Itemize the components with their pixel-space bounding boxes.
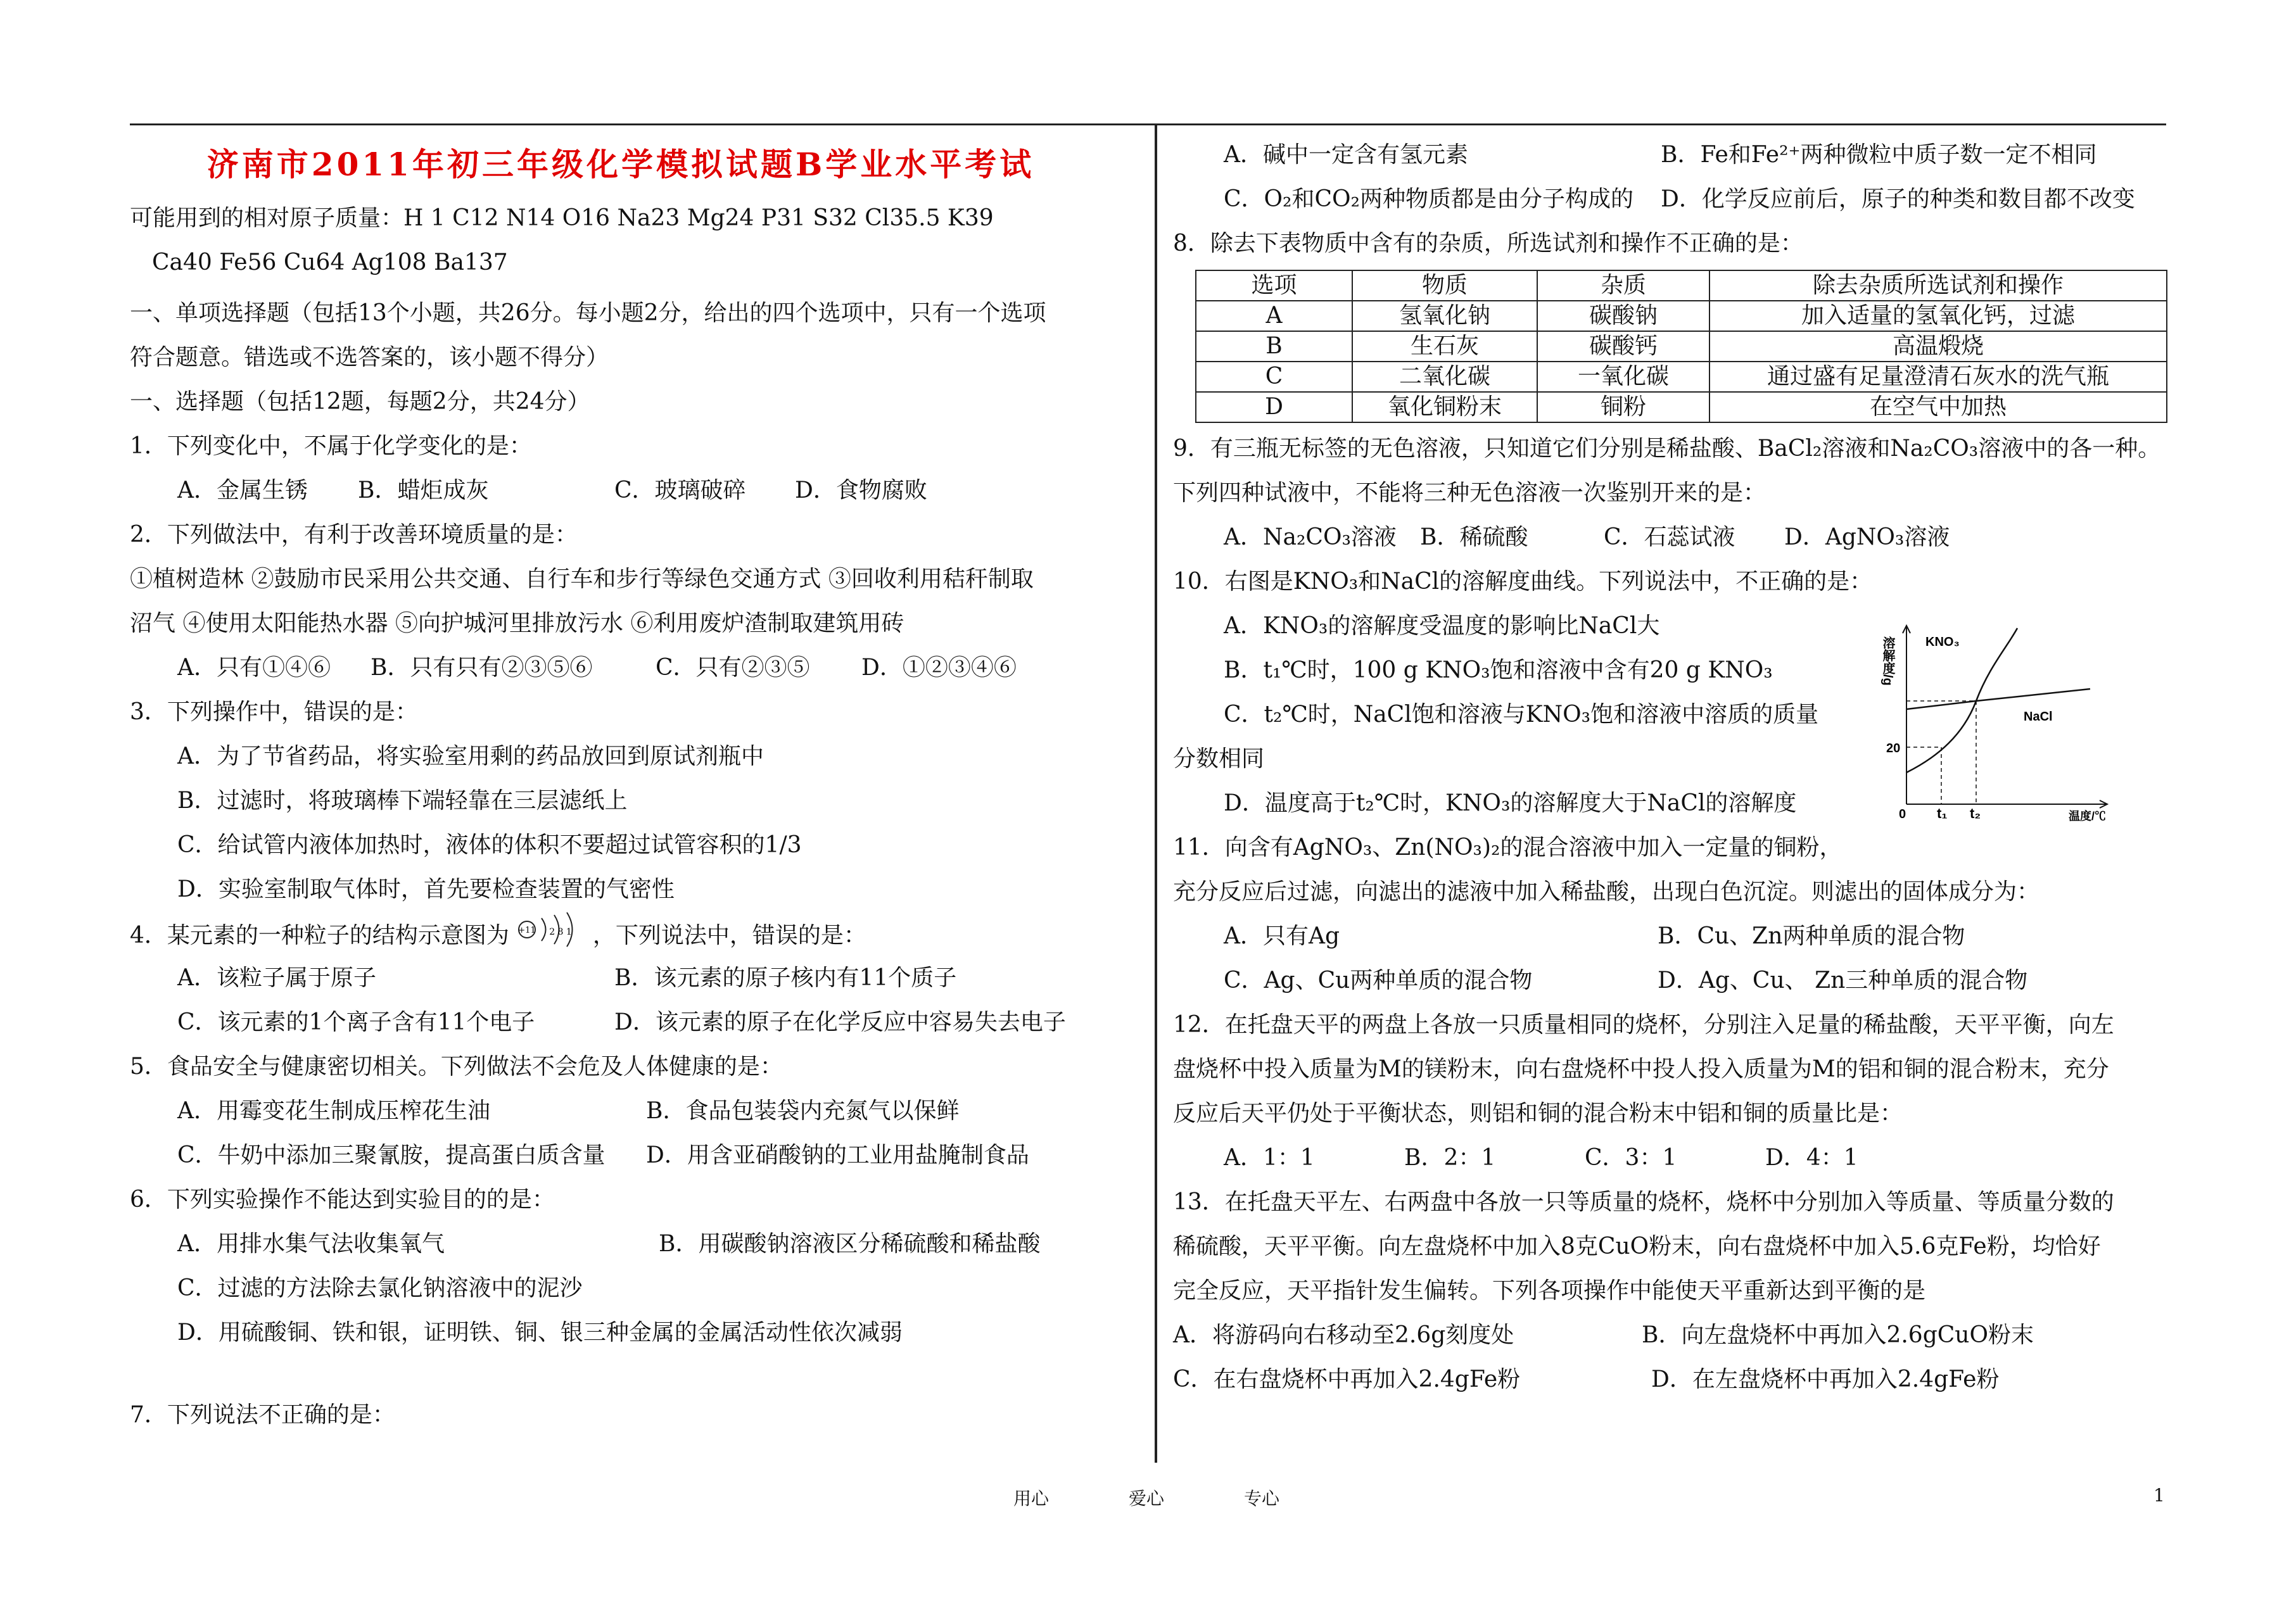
question-5-options	[130, 1133, 1143, 1178]
option-d: D．实验室制取气体时，首先要检查装置的气密性	[177, 876, 675, 902]
option-b: B．只有只有②③⑤⑥	[371, 655, 593, 681]
table-cell: 二氧化碳	[1352, 362, 1537, 392]
question-2-text: 沼气 ④使用太阳能热水器 ⑤向护城河里排放污水 ⑥利用废炉渣制取建筑用砖	[130, 610, 904, 636]
table-cell: B	[1196, 331, 1352, 362]
atomic-mass-line: Ca40 Fe56 Cu64 Ag108 Ba137	[152, 249, 508, 275]
option-d: D．Ag、Cu、 Zn三种单质的混合物	[1658, 968, 2028, 993]
question-1-stem: 1．下列变化中，不属于化学变化的是：	[130, 433, 532, 459]
section-heading: 一、选择题（包括12题，每题2分，共24分）	[130, 389, 590, 415]
question-1-options	[130, 469, 1143, 513]
exam-title: 济南市2011年初三年级化学模拟试题B学业水平考试	[206, 146, 1035, 183]
question-2-stem: 2．下列做法中，有利于改善环境质量的是：	[130, 522, 578, 548]
table-cell: 碳酸钠	[1537, 301, 1709, 331]
y-axis-label: 溶解度/g	[1881, 636, 1894, 686]
option-b: B．该元素的原子核内有11个质子	[614, 965, 957, 991]
option-a: A．只有①④⑥	[177, 655, 331, 681]
question-4-stem	[130, 912, 1143, 956]
option-a: A．KNO₃的溶解度受温度的影响比NaCl大	[1224, 613, 1660, 639]
table-header-cell: 杂质	[1537, 270, 1709, 301]
option-c: C．只有②③⑤	[656, 655, 810, 681]
origin-label: 0	[1899, 807, 1906, 821]
question-12-stem: 反应后天平仍处于平衡状态，则铝和铜的混合粉末中铝和铜的质量比是：	[1173, 1101, 1903, 1126]
left-column	[130, 133, 1143, 1437]
option-d: D．化学反应前后，原子的种类和数目都不改变	[1661, 186, 2135, 212]
page-number: 1	[2153, 1485, 2165, 1506]
question-7-options	[1173, 177, 2174, 222]
option-a: A．该粒子属于原子	[177, 965, 376, 991]
question-6-stem: 6．下列实验操作不能达到实验目的的是：	[130, 1187, 555, 1213]
option-d: D．用硫酸铜、铁和银，证明铁、铜、银三种金属的金属活动性依次减弱	[177, 1320, 903, 1346]
curve-nacl	[1906, 689, 2090, 709]
option-b: B．食品包装袋内充氮气以保鲜	[646, 1098, 960, 1124]
option-b: B．2：1	[1404, 1145, 1496, 1171]
option-c: C．O₂和CO₂两种物质都是由分子构成的	[1224, 186, 1633, 212]
option-d: D．用含亚硝酸钠的工业用盐腌制食品	[646, 1142, 1029, 1168]
table-cell: 铜粉	[1537, 392, 1709, 422]
atom-structure-diagram	[513, 912, 589, 962]
solubility-chart	[1881, 621, 2115, 823]
question-5-options	[130, 1089, 1143, 1133]
question-11-stem: 充分反应后过滤，向滤出的滤液中加入稀盐酸，出现白色沉淀。则滤出的固体成分为：	[1173, 879, 2040, 905]
table-header-row	[1196, 270, 2167, 301]
option-b: B．稀硫酸	[1420, 524, 1528, 550]
question-4-stem-post: ，下列说法中，错误的是：	[592, 923, 866, 949]
option-c: C．过滤的方法除去氯化钠溶液中的泥沙	[177, 1275, 583, 1301]
option-d: D．温度高于t₂℃时，KNO₃的溶解度大于NaCl的溶解度	[1224, 790, 1797, 816]
question-4-options	[130, 1000, 1143, 1045]
question-12-stem: 12．在托盘天平的两盘上各放一只质量相同的烧杯，分别注入足量的稀盐酸，天平平衡，向左	[1173, 1012, 2114, 1038]
question-12-options	[1173, 1136, 2174, 1180]
x-axis-label: 温度/℃	[2068, 810, 2106, 823]
nucleus-charge: +11	[518, 926, 536, 935]
x-tick-t2: t₂	[1970, 805, 1981, 821]
option-b: B．蜡炬成灰	[358, 477, 489, 503]
curve-kno3	[1906, 628, 2017, 773]
table-header-cell: 除去杂质所选试剂和操作	[1709, 270, 2167, 301]
question-13-stem: 13．在托盘天平左、右两盘中各放一只等质量的烧杯，烧杯中分别加入等质量、等质量分数的	[1173, 1189, 2114, 1215]
option-d: D．食物腐败	[795, 477, 927, 503]
electron-shells: 2 8 1	[549, 927, 572, 937]
option-c: C．在右盘烧杯中再加入2.4gFe粉	[1173, 1366, 1521, 1392]
question-8-stem: 8．除去下表物质中含有的杂质，所选试剂和操作不正确的是：	[1173, 230, 1803, 256]
question-11-options	[1173, 914, 2174, 959]
question-11-stem: 11．向含有AgNO₃、Zn(NO₃)₂的混合溶液中加入一定量的铜粉，	[1173, 835, 1843, 861]
option-c: C．给试管内液体加热时，液体的体积不要超过试管容积的1/3	[177, 832, 802, 858]
table-row	[1196, 392, 2167, 422]
footer-word: 爱心	[1128, 1488, 1164, 1509]
option-d: D．AgNO₃溶液	[1784, 524, 1950, 550]
question-13-options	[1173, 1358, 2174, 1402]
option-d: D．4：1	[1765, 1145, 1858, 1171]
option-a: A．只有Ag	[1224, 923, 1340, 949]
option-c: C．Ag、Cu两种单质的混合物	[1224, 968, 1533, 993]
table-cell: 氢氧化钠	[1352, 301, 1537, 331]
question-2-options	[130, 646, 1143, 690]
option-c: C．3：1	[1585, 1145, 1677, 1171]
question-13-stem: 完全反应，天平指针发生偏转。下列各项操作中能使天平重新达到平衡的是	[1173, 1278, 1926, 1304]
table-cell: 碳酸钙	[1537, 331, 1709, 362]
option-a: A．用霉变花生制成压榨花生油	[177, 1098, 490, 1124]
column-divider	[1155, 125, 1157, 1463]
table-cell: 加入适量的氢氧化钙，过滤	[1709, 301, 2167, 331]
table-row	[1196, 362, 2167, 392]
question-4-options	[130, 956, 1143, 1000]
option-b: B．Fe和Fe²⁺两种微粒中质子数一定不相同	[1661, 142, 2097, 168]
option-c: C．牛奶中添加三聚氰胺，提高蛋白质含量	[177, 1142, 606, 1168]
y-tick-20: 20	[1886, 741, 1901, 755]
table-row	[1196, 331, 2167, 362]
table-cell: 一氧化碳	[1537, 362, 1709, 392]
question-4-stem-pre: 4．某元素的一种粒子的结构示意图为	[130, 923, 509, 949]
footer-word: 用心	[1013, 1488, 1050, 1509]
option-b: B．Cu、Zn两种单质的混合物	[1658, 923, 1965, 949]
legend-kno3: KNO₃	[1925, 635, 1960, 649]
top-rule	[130, 123, 2166, 125]
option-a: A．碱中一定含有氢元素	[1224, 142, 1468, 168]
option-c: C．t₂℃时，NaCl饱和溶液与KNO₃饱和溶液中溶质的质量	[1224, 702, 1819, 728]
x-tick-t1: t₁	[1937, 805, 1948, 821]
option-b: B．t₁℃时，100 g KNO₃饱和溶液中含有20 g KNO₃	[1224, 657, 1773, 683]
impurity-table	[1195, 270, 2167, 423]
option-b: B．向左盘烧杯中再加入2.6gCuO粉末	[1642, 1322, 2034, 1348]
question-2-text: ①植树造林 ②鼓励市民采用公共交通、自行车和步行等绿色交通方式 ③回收利用秸秆制取	[130, 566, 1034, 592]
option-c: C．该元素的1个离子含有11个电子	[177, 1009, 535, 1035]
question-13-options	[1173, 1313, 2174, 1358]
question-13-stem: 稀硫酸，天平平衡。向左盘烧杯中加入8克CuO粉末，向右盘烧杯中加入5.6克Fe粉，均恰好	[1173, 1233, 2101, 1259]
question-10-stem: 10．右图是KNO₃和NaCl的溶解度曲线。下列说法中，不正确的是：	[1173, 569, 1873, 595]
question-7-stem: 7．下列说法不正确的是：	[130, 1402, 395, 1428]
option-a: A．金属生锈	[177, 477, 308, 503]
question-9-stem: 9．有三瓶无标签的无色溶液，只知道它们分别是稀盐酸、BaCl₂溶液和Na₂CO₃溶液中的各一种。	[1173, 436, 2161, 462]
question-3-stem: 3．下列操作中，错误的是：	[130, 699, 418, 725]
option-a: A．用排水集气法收集氧气	[177, 1231, 445, 1257]
option-a: A．为了节省药品，将实验室用剩的药品放回到原试剂瓶中	[177, 743, 764, 769]
option-b: B．用碳酸钠溶液区分稀硫酸和稀盐酸	[659, 1231, 1041, 1257]
option-d: D．该元素的原子在化学反应中容易失去电子	[614, 1009, 1066, 1035]
table-cell: C	[1196, 362, 1352, 392]
legend-nacl: NaCl	[2024, 710, 2053, 724]
option-c: C．玻璃破碎	[614, 477, 746, 503]
question-11-options	[1173, 959, 2174, 1003]
table-cell: 氧化铜粉末	[1352, 392, 1537, 422]
option-a: A．Na₂CO₃溶液	[1224, 524, 1397, 550]
table-cell: 生石灰	[1352, 331, 1537, 362]
option-b: B．过滤时，将玻璃棒下端轻靠在三层滤纸上	[177, 788, 628, 814]
option-d: D．①②③④⑥	[861, 655, 1017, 681]
table-header-cell: 物质	[1352, 270, 1537, 301]
section-heading: 一、单项选择题（包括13个小题，共26分。每小题2分，给出的四个选项中，只有一个选项	[130, 300, 1046, 326]
question-5-stem: 5．食品安全与健康密切相关。下列做法不会危及人体健康的是：	[130, 1054, 783, 1080]
question-9-stem: 下列四种试液中，不能将三种无色溶液一次鉴别开来的是：	[1173, 480, 1766, 506]
footer-slogan	[1013, 1485, 1279, 1510]
table-cell: D	[1196, 392, 1352, 422]
table-cell: 高温煅烧	[1709, 331, 2167, 362]
table-row	[1196, 301, 2167, 331]
option-a: A．将游码向右移动至2.6g刻度处	[1173, 1322, 1514, 1348]
question-7-options	[1173, 133, 2174, 177]
section-heading: 符合题意。错选或不选答案的，该小题不得分）	[130, 344, 609, 370]
question-12-stem: 盘烧杯中投入质量为M的镁粉末，向右盘烧杯中投人投入质量为M的铝和铜的混合粉末，充分	[1173, 1056, 2109, 1082]
footer-word: 专心	[1243, 1488, 1279, 1509]
table-cell: A	[1196, 301, 1352, 331]
question-9-options	[1173, 515, 2174, 560]
table-header-cell: 选项	[1196, 270, 1352, 301]
atomic-mass-line: 可能用到的相对原子质量：H 1 C12 N14 O16 Na23 Mg24 P31 S32 Cl35.5 K39	[130, 205, 994, 231]
option-c: C．石蕊试液	[1604, 524, 1735, 550]
option-c-continued: 分数相同	[1173, 746, 1265, 772]
question-6-options	[130, 1222, 1143, 1266]
option-d: D．在左盘烧杯中再加入2.4gFe粉	[1651, 1366, 2000, 1392]
table-cell: 在空气中加热	[1709, 392, 2167, 422]
table-cell: 通过盛有足量澄清石灰水的洗气瓶	[1709, 362, 2167, 392]
solubility-chart-svg	[1881, 621, 2115, 823]
option-a: A．1：1	[1224, 1145, 1315, 1171]
